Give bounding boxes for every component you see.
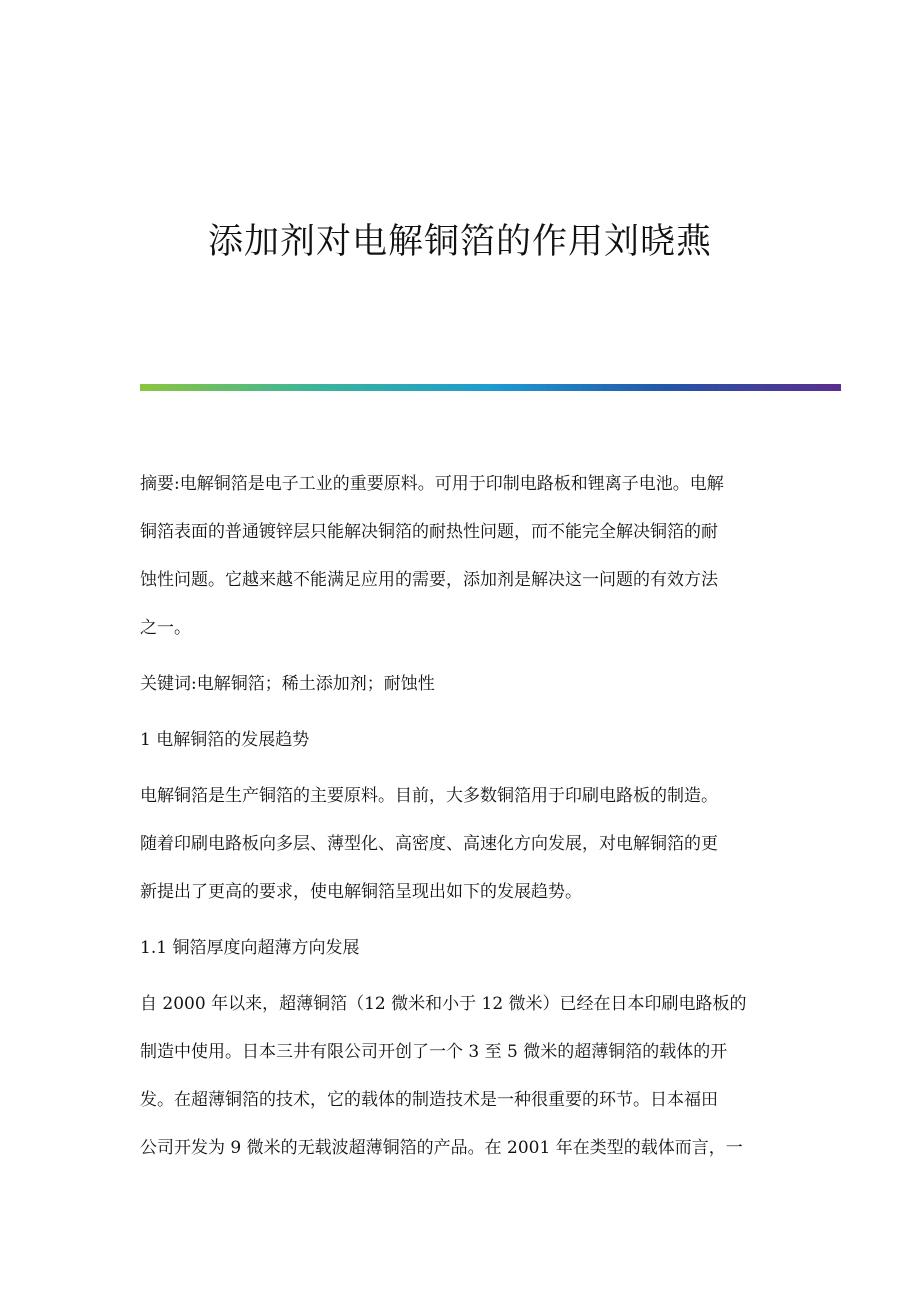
title-accent-rule [140, 384, 841, 391]
abstract-line-2: 铜箔表面的普通镀锌层只能解决铜箔的耐热性问题，而不能完全解决铜箔的耐 [140, 522, 718, 542]
paragraph-1-line-3: 新提出了更高的要求，使电解铜箔呈现出如下的发展趋势。 [140, 882, 582, 902]
abstract-line-3: 蚀性问题。它越来越不能满足应用的需要，添加剂是解决这一问题的有效方法 [140, 570, 718, 590]
section-heading-1-1: 1.1 铜箔厚度向超薄方向发展 [140, 938, 360, 958]
paragraph-1-line-1: 电解铜箔是生产铜箔的主要原料。目前，大多数铜箔用于印刷电路板的制造。 [140, 786, 718, 806]
document-title: 添加剂对电解铜箔的作用刘晓燕 [207, 222, 712, 262]
paragraph-1-line-2: 随着印刷电路板向多层、薄型化、高密度、高速化方向发展，对电解铜箔的更 [140, 834, 718, 854]
section-heading-1: 1 电解铜箔的发展趋势 [140, 730, 310, 750]
abstract-line-1: 摘要:电解铜箔是电子工业的重要原料。可用于印制电路板和锂离子电池。电解 [140, 474, 724, 494]
keywords-line: 关键词:电解铜箔；稀土添加剂；耐蚀性 [140, 674, 435, 694]
paragraph-2-line-2: 制造中使用。日本三井有限公司开创了一个 3 至 5 微米的超薄铜箔的载体的开 [140, 1042, 728, 1062]
paragraph-2-line-4: 公司开发为 9 微米的无载波超薄铜箔的产品。在 2001 年在类型的载体而言，一 [140, 1138, 743, 1158]
paragraph-2-line-1: 自 2000 年以来，超薄铜箔（12 微米和小于 12 微米）已经在日本印刷电路板的 [140, 994, 747, 1014]
paragraph-2-line-3: 发。在超薄铜箔的技术，它的载体的制造技术是一种很重要的环节。日本福田 [140, 1090, 718, 1110]
abstract-line-4: 之一。 [140, 618, 191, 638]
